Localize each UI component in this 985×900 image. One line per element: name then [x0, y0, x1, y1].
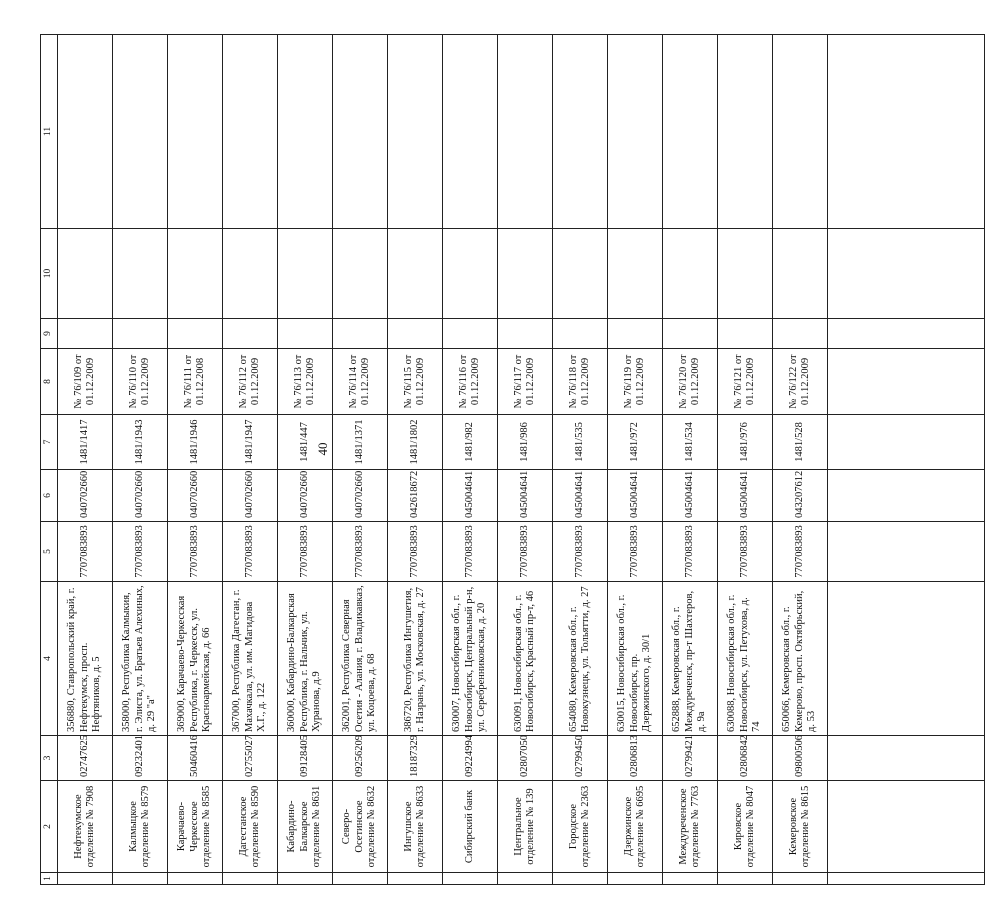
registration-number: 1481/1802 [388, 415, 443, 470]
empty-cell [828, 415, 985, 470]
empty-cell [58, 319, 113, 349]
document-reference: № 76/112 от 01.12.2009 [223, 349, 278, 415]
registration-number: 1481/986 [498, 415, 553, 470]
empty-cell [828, 35, 985, 229]
empty-cell [553, 229, 608, 319]
branch-code: 09128405 [278, 736, 333, 781]
branch-address: 367000, Республика Дагестан, г. Махачкала, ул. им. Магидова Х.Г., д. 122 [223, 582, 278, 736]
inn-cell: 7707083893 [718, 522, 773, 582]
bik-cell: 045004641 [608, 470, 663, 522]
row-margin-cell [553, 873, 608, 885]
branch-name: Междуреченское отделение № 7763 [663, 781, 718, 873]
table-row [168, 35, 223, 885]
branch-code: 09256209 [333, 736, 388, 781]
empty-cell [113, 35, 168, 229]
empty-cell [663, 35, 718, 229]
branch-code: 50460416 [168, 736, 223, 781]
bik-cell: 043207612 [773, 470, 828, 522]
empty-cell [608, 319, 663, 349]
branch-address: 630007, Новосибирская обл., г. Новосибирск, Центральный р-н, ул. Серебренниковская, д. 20 [443, 582, 498, 736]
empty-cell [773, 35, 828, 229]
empty-cell [168, 229, 223, 319]
inn-cell: 7707083893 [278, 522, 333, 582]
branch-address: 362001, Республика Северная Осетия - Алания, г. Владикавказ, ул. Коцоева, д. 68 [333, 582, 388, 736]
branch-name: Городское отделение № 2363 [553, 781, 608, 873]
empty-cell [553, 35, 608, 229]
empty-cell [608, 35, 663, 229]
bik-cell: 045004641 [663, 470, 718, 522]
bik-cell: 040702660 [333, 470, 388, 522]
branch-name: Дзержинское отделение № 6695 [608, 781, 663, 873]
row-margin-cell [278, 873, 333, 885]
empty-cell [278, 229, 333, 319]
table-row [278, 35, 333, 885]
empty-cell [333, 229, 388, 319]
empty-cell [608, 229, 663, 319]
bik-cell: 045004641 [553, 470, 608, 522]
empty-cell [828, 582, 985, 736]
inn-cell: 7707083893 [498, 522, 553, 582]
document-reference: № 76/115 от 01.12.2009 [388, 349, 443, 415]
registration-number: 1481/982 [443, 415, 498, 470]
branch-address: 652888, Кемеровская обл., г. Междуреченск, пр-т Шахтеров, д. 9а [663, 582, 718, 736]
row-margin-cell [223, 873, 278, 885]
branch-name: Нефтекумское отделение № 7908 [58, 781, 113, 873]
col-number: 10 [41, 229, 58, 319]
branch-name: Карачаево-Черкесское отделение № 8585 [168, 781, 223, 873]
document-reference: № 76/116 от 01.12.2009 [443, 349, 498, 415]
col-number: 7 [41, 415, 58, 470]
empty-cell [333, 319, 388, 349]
document-reference: № 76/120 от 01.12.2009 [663, 349, 718, 415]
inn-cell: 7707083893 [223, 522, 278, 582]
branch-address: 386720, Республика Ингушетия, г. Назрань, ул. Московская, д. 27 [388, 582, 443, 736]
row-margin-cell [718, 873, 773, 885]
branch-code: 09800506 [773, 736, 828, 781]
empty-cell [663, 319, 718, 349]
document-reference: № 76/109 от 01.12.2009 [58, 349, 113, 415]
row-margin-cell [168, 873, 223, 885]
row-margin-cell [388, 873, 443, 885]
empty-cell [443, 319, 498, 349]
registry-table [40, 34, 985, 885]
row-margin-cell [773, 873, 828, 885]
table-row [58, 35, 113, 885]
document-reference: № 76/111 от 01.12.2008 [168, 349, 223, 415]
row-margin-cell [663, 873, 718, 885]
registration-number: 1481/1946 [168, 415, 223, 470]
bik-cell: 042618672 [388, 470, 443, 522]
empty-cell [828, 470, 985, 522]
branch-name: Северо-Осетинское отделение № 8632 [333, 781, 388, 873]
registration-number: 1481/534 [663, 415, 718, 470]
table-row [223, 35, 278, 885]
bik-cell: 045004641 [498, 470, 553, 522]
blank-row [828, 35, 985, 885]
branch-name: Кировское отделение № 8047 [718, 781, 773, 873]
empty-cell [278, 35, 333, 229]
branch-code: 02799450 [553, 736, 608, 781]
branch-address: 358000, Республика Калмыкия, г. Элиста, ул. Братьев Алехиных, д. 29 "а" [113, 582, 168, 736]
branch-name: Центральное отделение № 139 [498, 781, 553, 873]
table-row [443, 35, 498, 885]
registration-number: 1481/1371 [333, 415, 388, 470]
branch-code: 18187329 [388, 736, 443, 781]
empty-cell [278, 319, 333, 349]
branch-code: 02806842 [718, 736, 773, 781]
table-row [498, 35, 553, 885]
registration-number: 1481/1947 [223, 415, 278, 470]
branch-address: 356880, Ставропольский край, г. Нефтекумск, просп. Нефтяников, д. 5 [58, 582, 113, 736]
document-reference: № 76/119 от 01.12.2009 [608, 349, 663, 415]
branch-code: 02755027 [223, 736, 278, 781]
empty-cell [113, 229, 168, 319]
document-reference: № 76/110 от 01.12.2009 [113, 349, 168, 415]
page-number: 40 [315, 442, 330, 456]
bik-cell: 040702660 [223, 470, 278, 522]
branch-address: 630091, Новосибирская обл., г. Новосибирск, Красный пр-т, 46 [498, 582, 553, 736]
document-reference: № 76/113 от 01.12.2009 [278, 349, 333, 415]
table-row [553, 35, 608, 885]
empty-cell [773, 319, 828, 349]
table-row [608, 35, 663, 885]
inn-cell: 7707083893 [168, 522, 223, 582]
branch-name: Сибирский банк [443, 781, 498, 873]
row-margin-cell [58, 873, 113, 885]
col-number: 6 [41, 470, 58, 522]
empty-cell [498, 35, 553, 229]
inn-cell: 7707083893 [333, 522, 388, 582]
document-reference: № 76/117 от 01.12.2009 [498, 349, 553, 415]
table-row [333, 35, 388, 885]
branch-address: 360000, Кабардино-Балкарская Республика, г. Нальчик, ул. Хуранова, д.9 [278, 582, 333, 736]
col-number: 3 [41, 736, 58, 781]
bik-cell: 045004641 [718, 470, 773, 522]
branch-address: 650066, Кемеровская обл., г. Кемерово, просп. Октябрьский, д. 53 [773, 582, 828, 736]
column-number-row [41, 35, 58, 885]
inn-cell: 7707083893 [113, 522, 168, 582]
branch-code: 09224994 [443, 736, 498, 781]
empty-cell [663, 229, 718, 319]
empty-cell [828, 349, 985, 415]
branch-code: 02747625 [58, 736, 113, 781]
empty-cell [828, 873, 985, 885]
empty-cell [553, 319, 608, 349]
document-reference: № 76/114 от 01.12.2009 [333, 349, 388, 415]
empty-cell [828, 229, 985, 319]
empty-cell [718, 229, 773, 319]
col-number: 5 [41, 522, 58, 582]
row-margin-cell [443, 873, 498, 885]
empty-cell [828, 522, 985, 582]
inn-cell: 7707083893 [773, 522, 828, 582]
document-reference: № 76/118 от 01.12.2009 [553, 349, 608, 415]
empty-cell [828, 781, 985, 873]
empty-cell [773, 229, 828, 319]
branch-code: 02806813 [608, 736, 663, 781]
empty-cell [388, 319, 443, 349]
branch-address: 654080, Кемеровская обл., г. Новокузнецк, ул. Тольятти, д. 27 [553, 582, 608, 736]
branch-name: Кемеровское отделение № 8615 [773, 781, 828, 873]
table-row [113, 35, 168, 885]
row-margin-cell [113, 873, 168, 885]
col-number: 11 [41, 35, 58, 229]
col-number: 1 [41, 873, 58, 885]
registration-number: 1481/528 [773, 415, 828, 470]
empty-cell [388, 35, 443, 229]
branch-address: 630015, Новосибирская обл., г. Новосибирск, пр. Дзержинского, д. 30/1 [608, 582, 663, 736]
table-row [718, 35, 773, 885]
bik-cell: 040702660 [278, 470, 333, 522]
empty-cell [443, 35, 498, 229]
row-margin-cell [608, 873, 663, 885]
registration-number: 1481/1943 [113, 415, 168, 470]
empty-cell [718, 319, 773, 349]
registration-number: 1481/976 [718, 415, 773, 470]
col-number: 8 [41, 349, 58, 415]
empty-cell [443, 229, 498, 319]
empty-cell [58, 35, 113, 229]
inn-cell: 7707083893 [553, 522, 608, 582]
empty-cell [223, 229, 278, 319]
empty-cell [223, 319, 278, 349]
branch-name: Калмыцкое отделение № 8579 [113, 781, 168, 873]
table-row [388, 35, 443, 885]
registration-number: 1481/972 [608, 415, 663, 470]
table-row [773, 35, 828, 885]
branch-code: 09232401 [113, 736, 168, 781]
registration-number: 1481/535 [553, 415, 608, 470]
empty-cell [388, 229, 443, 319]
branch-address: 630088, Новосибирская обл., г. Новосибирск, ул. Петухова, д. 74 [718, 582, 773, 736]
table-row [663, 35, 718, 885]
branch-name: Ингушское отделение № 8633 [388, 781, 443, 873]
col-number: 2 [41, 781, 58, 873]
document-reference: № 76/122 от 01.12.2009 [773, 349, 828, 415]
empty-cell [718, 35, 773, 229]
registration-number: 1481/447 [278, 415, 333, 470]
inn-cell: 7707083893 [608, 522, 663, 582]
inn-cell: 7707083893 [443, 522, 498, 582]
empty-cell [168, 35, 223, 229]
empty-cell [223, 35, 278, 229]
branch-name: Кабардино-Балкарское отделение № 8631 [278, 781, 333, 873]
row-margin-cell [498, 873, 553, 885]
branch-code: 02807050 [498, 736, 553, 781]
bik-cell: 045004641 [443, 470, 498, 522]
branch-name: Дагестанское отделение № 8590 [223, 781, 278, 873]
empty-cell [113, 319, 168, 349]
document-reference: № 76/121 от 01.12.2009 [718, 349, 773, 415]
bik-cell: 040702660 [58, 470, 113, 522]
col-number: 9 [41, 319, 58, 349]
empty-cell [333, 35, 388, 229]
empty-cell [58, 229, 113, 319]
empty-cell [498, 319, 553, 349]
branch-code: 02799421 [663, 736, 718, 781]
bik-cell: 040702660 [113, 470, 168, 522]
branch-address: 369000, Карачаево-Черкесская Республика, г. Черкесск, ул. Красноармейская, д. 66 [168, 582, 223, 736]
empty-cell [498, 229, 553, 319]
registration-number: 1481/1417 [58, 415, 113, 470]
col-number: 4 [41, 582, 58, 736]
empty-cell [828, 736, 985, 781]
row-margin-cell [333, 873, 388, 885]
empty-cell [168, 319, 223, 349]
inn-cell: 7707083893 [58, 522, 113, 582]
bik-cell: 040702660 [168, 470, 223, 522]
inn-cell: 7707083893 [663, 522, 718, 582]
empty-cell [828, 319, 985, 349]
inn-cell: 7707083893 [388, 522, 443, 582]
rotated-page [40, 25, 818, 885]
